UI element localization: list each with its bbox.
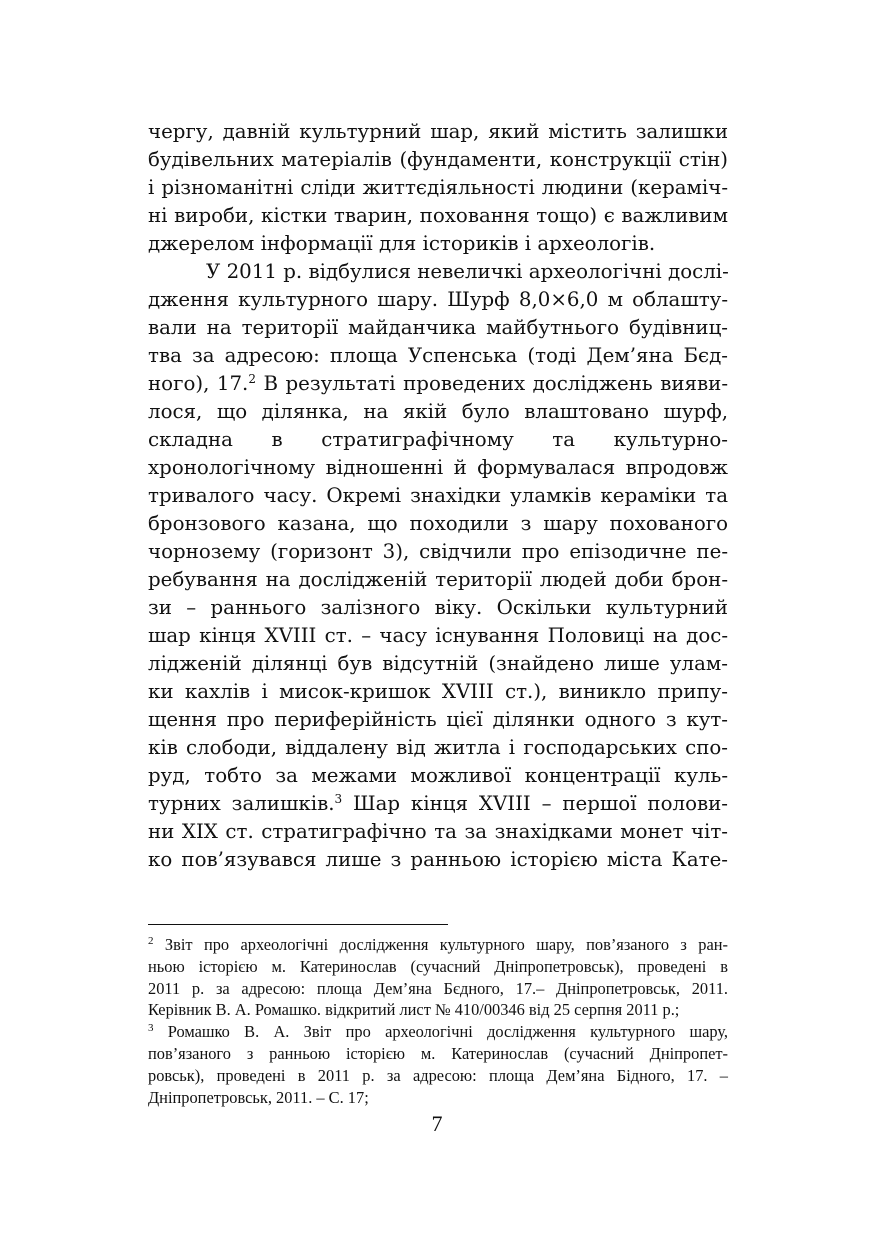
footnote-ref-3[interactable]: 3 xyxy=(334,792,343,806)
footnote-3-line: пов’язаного з ранньою історією м. Катеринослав (сучасний Дніпропет- xyxy=(148,1043,728,1063)
footnote-3-line: ровськ), проведені в 2011 р. за адресою: площа Дем’яна Бідного, 17. – xyxy=(148,1065,728,1085)
text-line: руд, тобто за межами можливої концентрації куль- xyxy=(148,764,728,787)
text-fragment: Шар кінця XVIII – першої полови- xyxy=(342,792,728,815)
paragraph-first-line: У 2011 р. відбулися невеличкі археологічні дослі- xyxy=(206,260,729,283)
text-line: будівельних матеріалів (фундаменти, конструкції стін) xyxy=(148,148,728,171)
text-line: вали на території майданчика майбутнього будівниц- xyxy=(148,316,728,339)
text-line: дження культурного шару. Шурф 8,0×6,0 м облашту- xyxy=(148,288,728,311)
text-line: ребування на дослідженій території людей доби брон- xyxy=(148,568,728,591)
text-line: тривалого часу. Окремі знахідки уламків кераміки та xyxy=(148,484,728,507)
text-line: джерелом інформації для істориків і археологів. xyxy=(148,232,656,255)
text-line: ко пов’язувався лише з ранньою історією міста Кате- xyxy=(148,848,728,871)
footnote-2-line xyxy=(148,934,728,956)
footnote-ref-2[interactable]: 2 xyxy=(248,372,256,386)
text-line: ні вироби, кістки тварин, поховання тощо) є важливим xyxy=(148,204,728,227)
text-line: тва за адресою: площа Успенська (тоді Дем’яна Бєд- xyxy=(148,344,728,367)
text-line: лося, що ділянка, на якій було влаштовано шурф, xyxy=(148,400,728,423)
text-line: і різноманітні сліди життєдіяльності людини (кераміч- xyxy=(148,176,728,199)
footnote-3-marker: 3 xyxy=(148,1022,154,1035)
text-line: хронологічному відношенні й формувалася впродовж xyxy=(148,456,728,479)
page-number: 7 xyxy=(431,1111,443,1136)
footnote-2-text: Звіт про археологічні дослідження культурного шару, пов’язаного з ран- xyxy=(153,935,728,954)
text-line: ки кахлів і мисок-кришок XVIII ст.), виникло припу- xyxy=(148,680,728,703)
footnote-separator xyxy=(148,924,448,925)
text-line: чорнозему (горизонт 3), свідчили про епізодичне пе- xyxy=(148,540,728,563)
text-fragment: ного), 17. xyxy=(148,372,249,395)
text-line-with-footnote-ref xyxy=(148,370,728,398)
text-fragment: турних залишків. xyxy=(148,792,335,815)
footnote-2-line: ньою історією м. Катеринослав (сучасний Дніпропетровськ), проведені в xyxy=(148,956,728,976)
footnote-3-line xyxy=(148,1021,728,1043)
main-text-block xyxy=(148,118,728,874)
footnote-3-line: Дніпропетровськ, 2011. – С. 17; xyxy=(148,1087,369,1107)
text-fragment: В результаті проведених досліджень вияви- xyxy=(255,372,728,395)
footnotes-block xyxy=(148,934,728,1108)
text-line: бронзового казана, що походили з шару похованого xyxy=(148,512,728,535)
footnote-2-line: 2011 р. за адресою: площа Дем’яна Бєдного, 17.– Дніпропетровськ, 2011. xyxy=(148,978,728,998)
text-line: зи – раннього залізного віку. Оскільки культурний xyxy=(148,596,728,619)
footnote-2-marker: 2 xyxy=(148,935,154,947)
text-line: ків слободи, віддалену від житла і господарських спо- xyxy=(148,736,728,759)
text-line: чергу, давній культурний шар, який містить залишки xyxy=(148,120,728,143)
text-line: щення про периферійність цієї ділянки одного з кут- xyxy=(148,708,728,731)
footnote-3-text: Ромашко В. А. Звіт про археологічні дослідження культурного шару, xyxy=(153,1022,728,1042)
text-line: шар кінця XVIII ст. – часу існування Половиці на дос- xyxy=(148,624,728,647)
text-line: ни XIX ст. стратиграфічно та за знахідками монет чіт- xyxy=(148,820,728,843)
footnote-2-line: Керівник В. А. Ромашко. відкритий лист № 410/00346 від 25 серпня 2011 р.; xyxy=(148,1000,680,1020)
text-line: лідженій ділянці був відсутній (знайдено лише улам- xyxy=(148,652,728,675)
text-line-with-footnote-ref xyxy=(148,790,728,818)
text-line: складна в стратиграфічному та культурно- xyxy=(148,428,728,451)
